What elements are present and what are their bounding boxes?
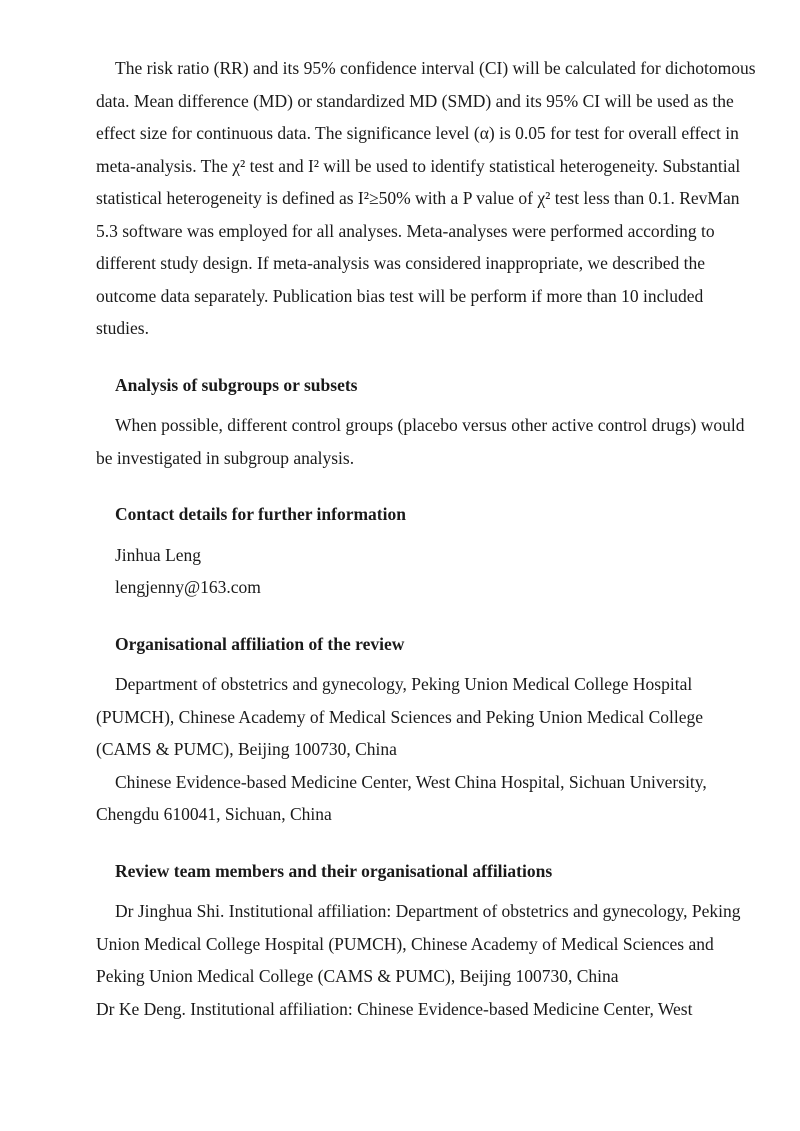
contact-email: lengjenny@163.com — [115, 577, 261, 597]
affiliation-paragraph-1: Department of obstetrics and gynecology, Peking Union Medical College Hospital (PUMCH), Chinese Academy of Medical Sciences and Peking Union Medical College (CAMS & PUMC), Beijing 100730, China — [96, 674, 704, 759]
team-member-2: Dr Ke Deng. Institutional affiliation: Chinese Evidence-based Medicine Center, West — [96, 998, 693, 1019]
subgroups-heading: Analysis of subgroups or subsets — [115, 374, 358, 395]
affiliation-paragraph-2: Chinese Evidence-based Medicine Center, West China Hospital, Sichuan University, Chengdu 610041, Sichuan, China — [96, 771, 707, 824]
methods-paragraph: The risk ratio (RR) and its 95% confidence interval (CI) will be calculated for dichotomous data. Mean difference (MD) or standardized MD (SMD) and its 95% CI will be used as the effect size for continuous data. The significance level (α) is 0.05 for test for overall effect in meta-analysis. The χ² test and I² will be used to identify statistical heterogeneity. Substantial statistical heterogeneity is defined as I²≥50% with a P value of χ² test less than 0.1. RevMan 5.3 software was employed for all analyses. Meta-analyses were performed according to different study design. If meta-analysis was considered inappropriate, we described the outcome data separately. Publication bias test will be perform if more than 10 included studies. — [96, 58, 756, 338]
affiliation-heading: Organisational affiliation of the review — [115, 633, 405, 654]
document-page — [96, 52, 756, 1025]
contact-name: Jinhua Leng — [115, 544, 202, 565]
contact-heading: Contact details for further information — [115, 504, 406, 524]
subgroups-paragraph: When possible, different control groups (placebo versus other active control drugs) would be investigated in subgroup analysis. — [96, 415, 745, 468]
team-heading: Review team members and their organisational affiliations — [115, 860, 553, 881]
team-member-1: Dr Jinghua Shi. Institutional affiliation: Department of obstetrics and gynecology, Peking Union Medical College Hospital (PUMCH), Chinese Academy of Medical Sciences and Peking Union Medical College (CAMS & PUMC), Beijing 100730, China — [96, 901, 741, 986]
